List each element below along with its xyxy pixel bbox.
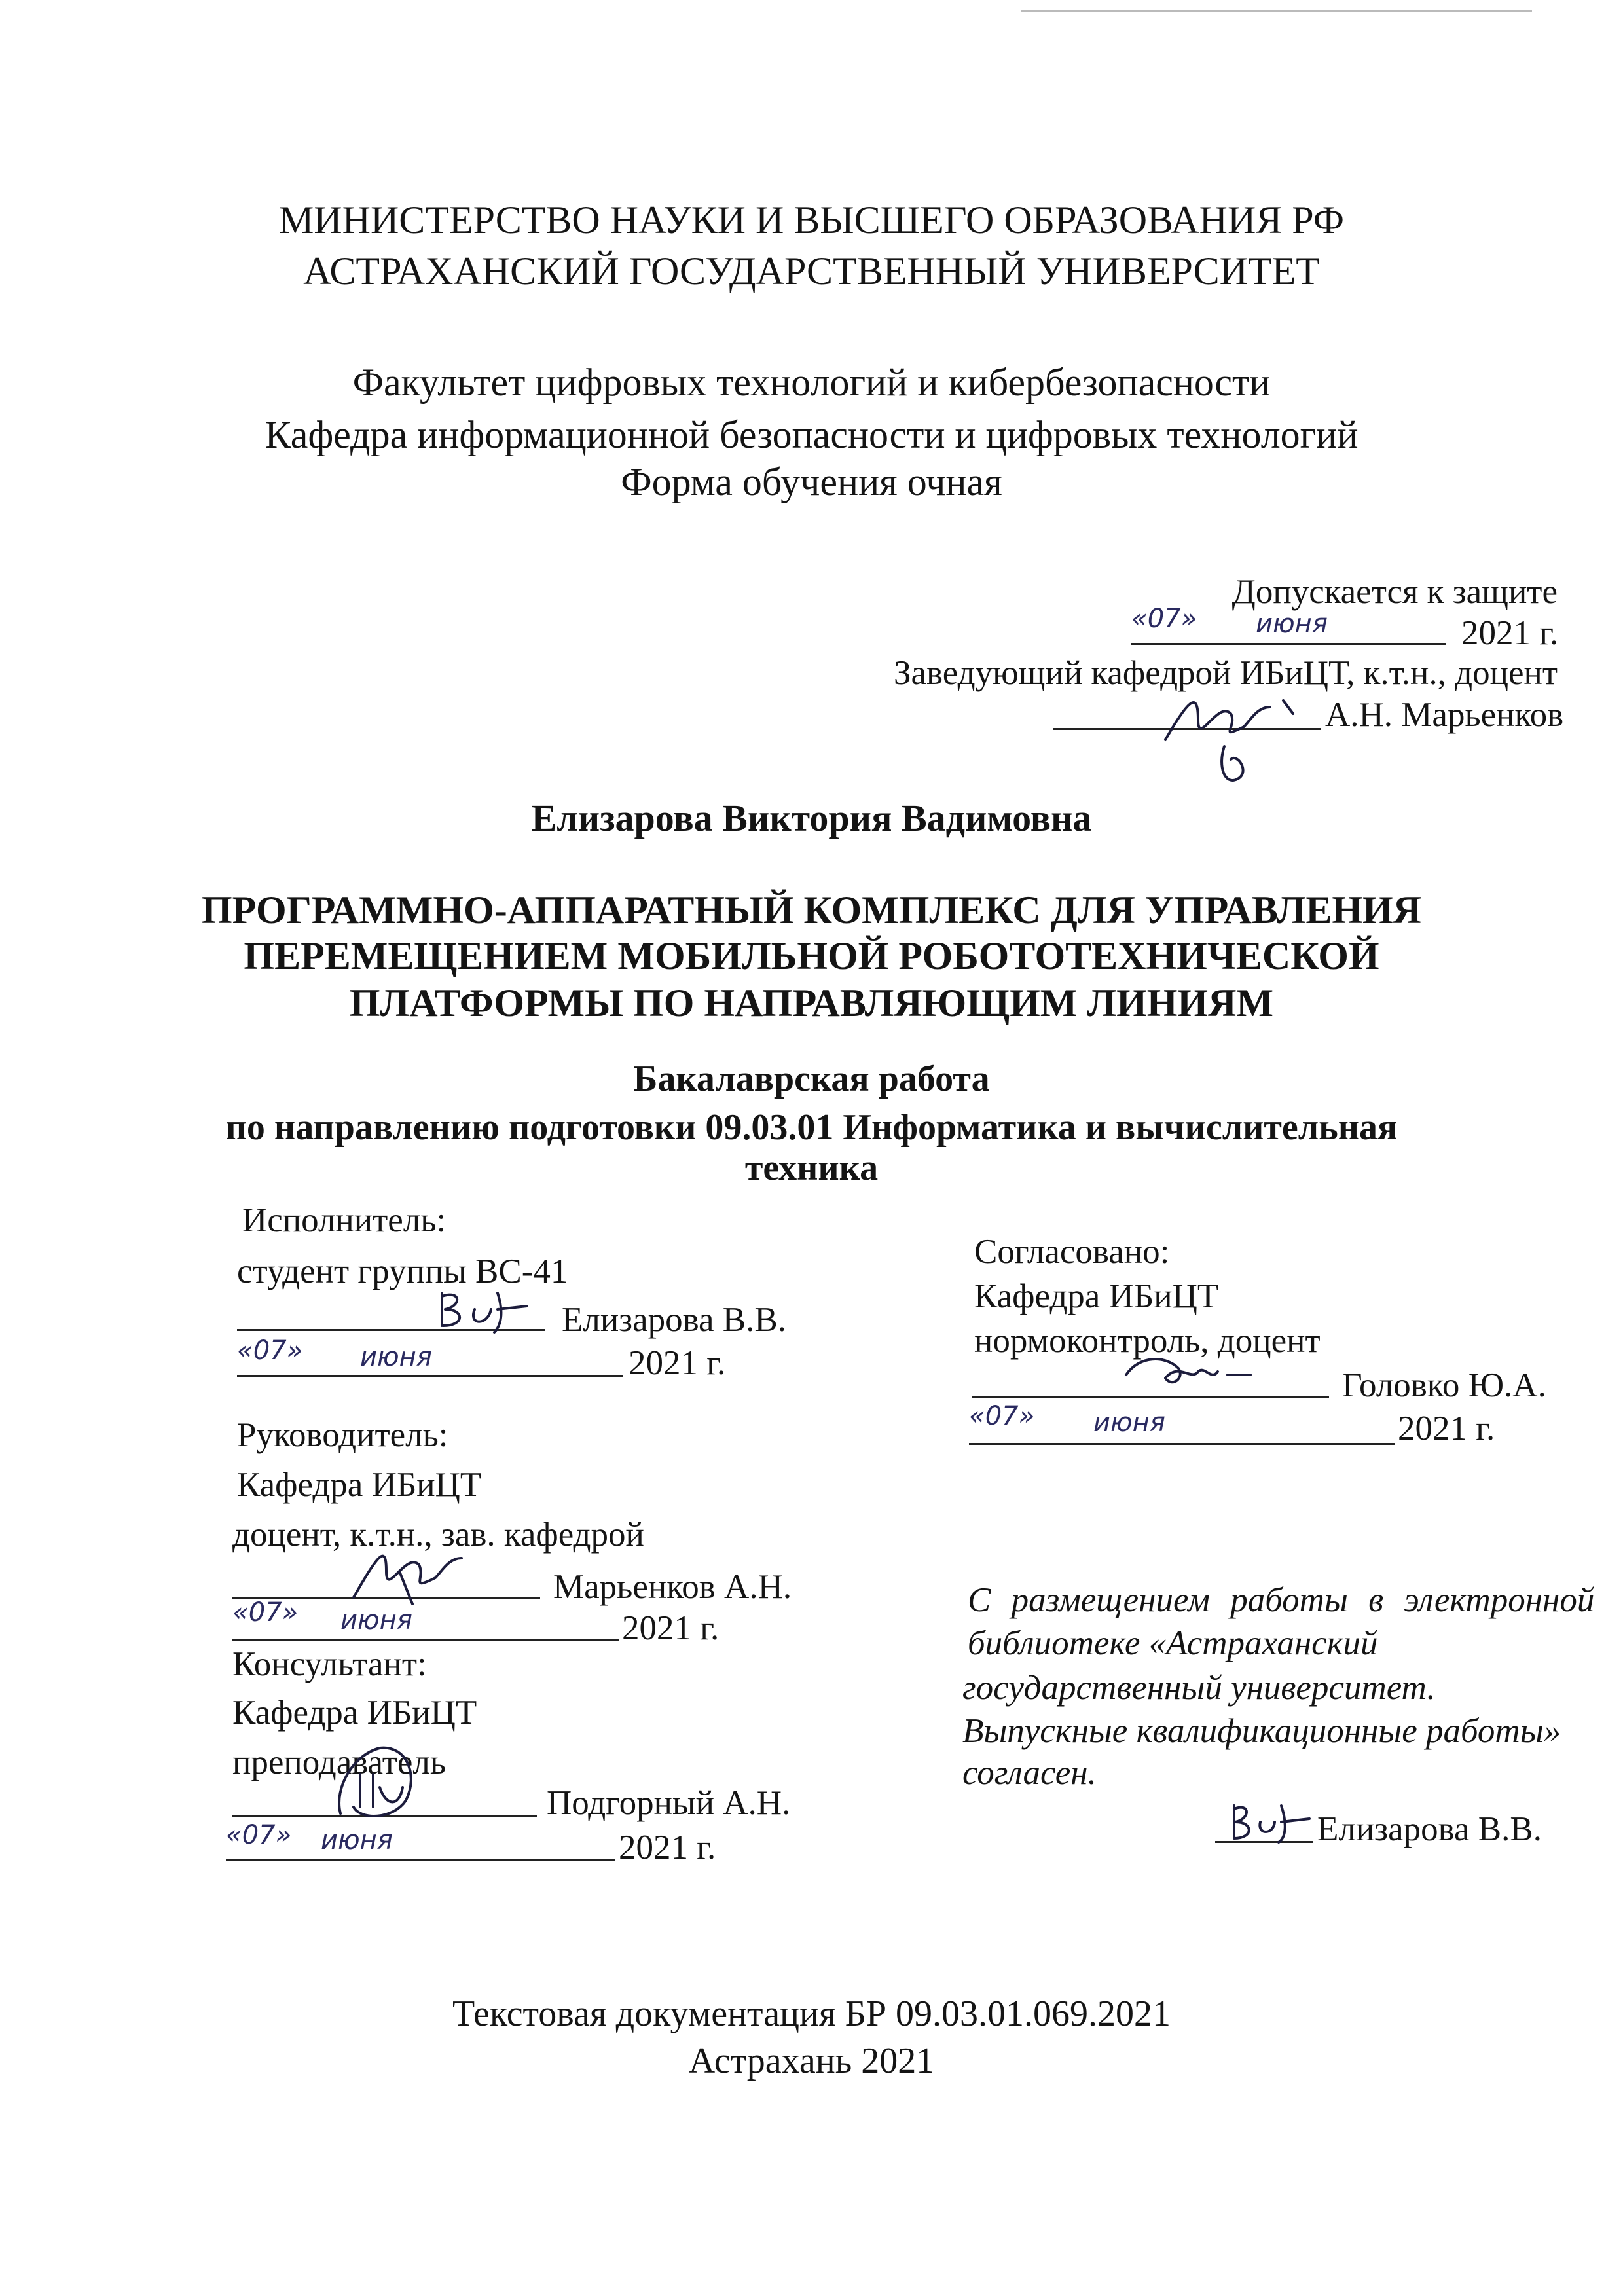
approval-date-line [1131,643,1446,645]
consent-line-5: согласен. [962,1754,1097,1792]
executor-date-month: июня [360,1342,432,1372]
thesis-title-line-1: ПРОГРАММНО-АППАРАТНЫЙ КОМПЛЕКС ДЛЯ УПРАВЛЕНИЯ [201,888,1422,932]
consent-line-3: государственный университет. [962,1669,1436,1707]
consultant-date-year: 2021 г. [619,1829,716,1867]
consultant-label: Консультант: [232,1645,427,1683]
direction-line-1: по направлению подготовки 09.03.01 Информатика и вычислительная [225,1107,1398,1148]
thesis-title-line-3: ПЛАТФОРМЫ ПО НАПРАВЛЯЮЩИМ ЛИНИЯМ [349,981,1274,1025]
consent-line-2: библиотеке «Астраханский [968,1624,1378,1662]
consultant-date-month: июня [321,1825,393,1855]
consultant-name: Подгорный А.Н. [547,1784,791,1822]
agreed-date-day: «07» [969,1401,1035,1431]
doc-code: Текстовая документация БР 09.03.01.069.2021 [452,1994,1171,2034]
author-name: Елизарова Виктория Вадимовна [531,797,1092,839]
head-title: Заведующий кафедрой ИБиЦТ, к.т.н., доцент [893,654,1558,692]
executor-name: Елизарова В.В. [562,1301,786,1339]
supervisor-date-year: 2021 г. [622,1609,720,1647]
university-heading: АСТРАХАНСКИЙ ГОСУДАРСТВЕННЫЙ УНИВЕРСИТЕТ [303,249,1320,293]
agreed-label: Согласовано: [974,1233,1170,1271]
thesis-title-line-2: ПЕРЕМЕЩЕНИЕМ МОБИЛЬНОЙ РОБОТОТЕХНИЧЕСКОЙ [244,934,1379,977]
supervisor-label: Руководитель: [237,1416,448,1454]
approval-date-day: «07» [1131,604,1197,634]
executor-signature [435,1286,540,1339]
supervisor-date-line [232,1639,619,1641]
head-signature [1152,681,1322,799]
consultant-dept: Кафедра ИБиЦТ [232,1694,477,1732]
faculty-line: Факультет цифровых технологий и кибербезопасности [352,361,1271,404]
executor-date-day: «07» [237,1336,303,1366]
consultant-signature [314,1735,445,1827]
consultant-date-day: «07» [226,1820,292,1850]
work-type: Бакалаврская работа [633,1059,990,1099]
ministry-heading: МИНИСТЕРСТВО НАУКИ И ВЫСШЕГО ОБРАЗОВАНИЯ РФ [278,198,1345,242]
department-line: Кафедра информационной безопасности и цифровых технологий [264,413,1359,456]
consent-signature [1228,1799,1319,1845]
admit-label: Допускается к защите [1231,573,1558,611]
agreed-date-year: 2021 г. [1398,1410,1495,1448]
consent-line-4: Выпускные квалификационные работы» [962,1712,1561,1750]
consultant-date-line [226,1859,615,1861]
agreed-position: нормоконтроль, доцент [974,1322,1321,1360]
executor-group: студент группы ВС-41 [237,1252,568,1290]
executor-date-line [237,1375,623,1377]
agreed-date-month: июня [1093,1408,1165,1438]
supervisor-date-month: июня [340,1605,412,1635]
supervisor-name: Марьенков А.Н. [553,1568,792,1606]
consent-name: Елизарова В.В. [1317,1810,1542,1848]
scan-edge-line [1021,10,1532,12]
approval-date-month: июня [1256,609,1328,639]
direction-line-2: техника [744,1148,879,1188]
agreed-name: Головко Ю.А. [1342,1366,1546,1404]
supervisor-dept: Кафедра ИБиЦТ [237,1466,482,1504]
executor-label: Исполнитель: [242,1201,447,1239]
supervisor-position: доцент, к.т.н., зав. кафедрой [232,1516,644,1554]
agreed-date-line [969,1443,1395,1445]
consent-line-1: С размещением работы в электронной [968,1581,1595,1619]
agreed-dept: Кафедра ИБиЦТ [974,1277,1219,1315]
executor-date-year: 2021 г. [629,1344,726,1382]
head-name: А.Н. Марьенков [1325,696,1564,734]
approval-date-year: 2021 г. [1461,614,1559,652]
supervisor-signature [340,1532,484,1611]
consultant-position: преподаватель [232,1743,446,1781]
study-form-line: Форма обучения очная [621,460,1002,503]
city-year: Астрахань 2021 [688,2041,935,2081]
supervisor-date-day: «07» [232,1597,299,1628]
agreed-signature [1120,1349,1264,1401]
